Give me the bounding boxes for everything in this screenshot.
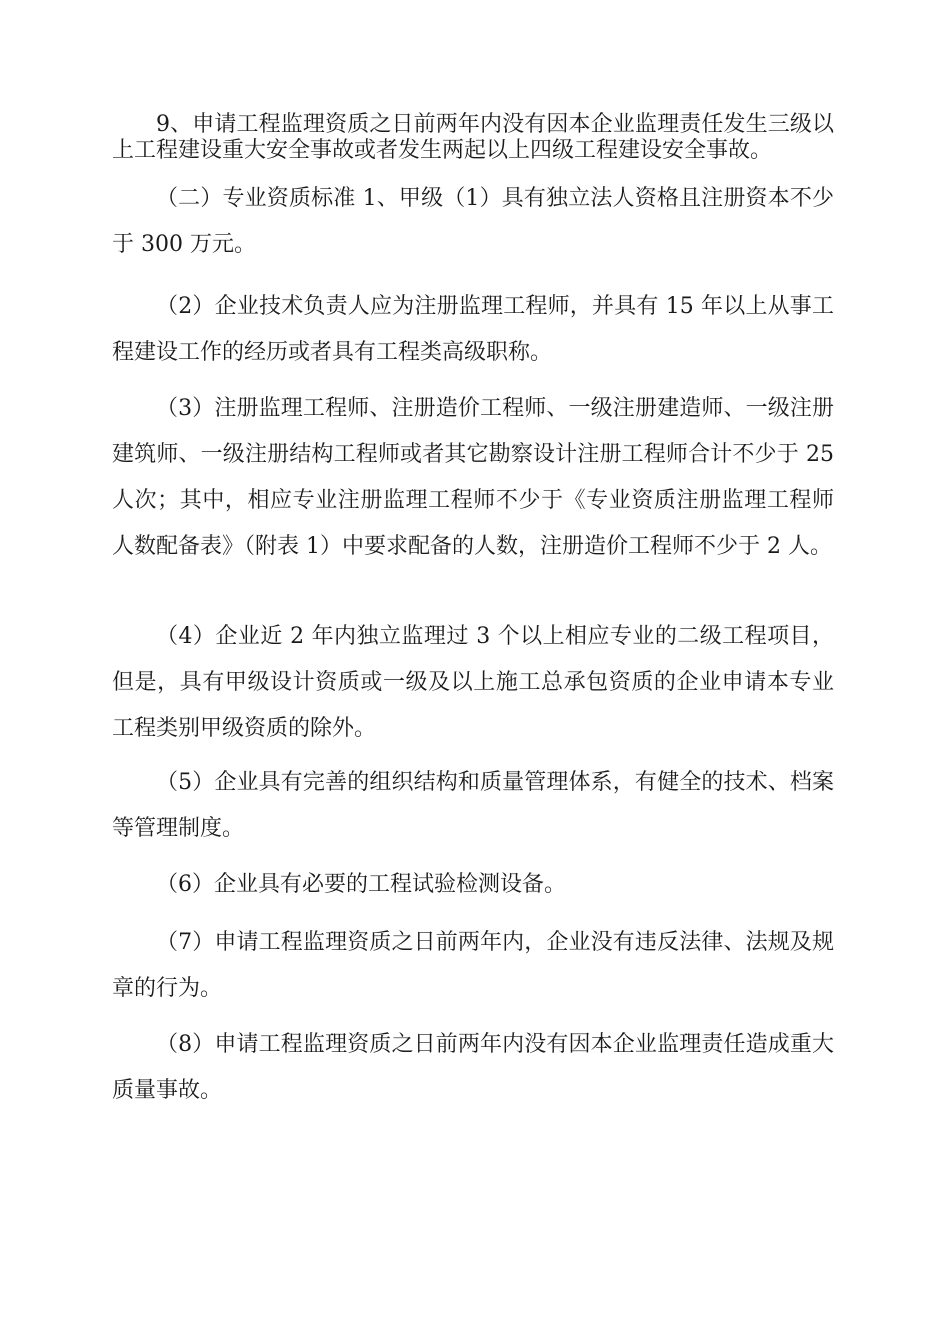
paragraph-professional-standard: （二）专业资质标准 1、甲级（1）具有独立法人资格且注册资本不少于 300 万元。 [112, 186, 834, 257]
paragraph-item-9: 9、申请工程监理资质之日前两年内没有因本企业监理责任发生三级以上工程建设重大安全事故或者发生两起以上四级工程建设安全事故。 [112, 112, 834, 163]
paragraph-3-registered-engineers: （3）注册监理工程师、注册造价工程师、一级注册建造师、一级注册建筑师、一级注册结构工程师或者其它勘察设计注册工程师合计不少于 25 人次；其中，相应专业注册监理工程师不少于《专业资质注册监理工程师人数配备表》（附表 1）中要求配备的人数，注册造价工程师不少于 2 人。 [112, 396, 834, 559]
paragraph-5-management-system: （5）企业具有完善的组织结构和质量管理体系，有健全的技术、档案等管理制度。 [112, 770, 834, 841]
paragraph-8-quality-accidents: （8）申请工程监理资质之日前两年内没有因本企业监理责任造成重大质量事故。 [112, 1032, 834, 1103]
paragraph-4-projects: （4）企业近 2 年内独立监理过 3 个以上相应专业的二级工程项目，但是，具有甲级设计资质或一级及以上施工总承包资质的企业申请本专业工程类别甲级资质的除外。 [112, 624, 834, 741]
paragraph-6-equipment: （6）企业具有必要的工程试验检测设备。 [156, 872, 566, 897]
paragraph-7-legal-compliance: （7）申请工程监理资质之日前两年内，企业没有违反法律、法规及规章的行为。 [112, 930, 834, 1001]
paragraph-2-technical-lead: （2）企业技术负责人应为注册监理工程师，并具有 15 年以上从事工程建设工作的经历或者具有工程类高级职称。 [112, 294, 834, 365]
